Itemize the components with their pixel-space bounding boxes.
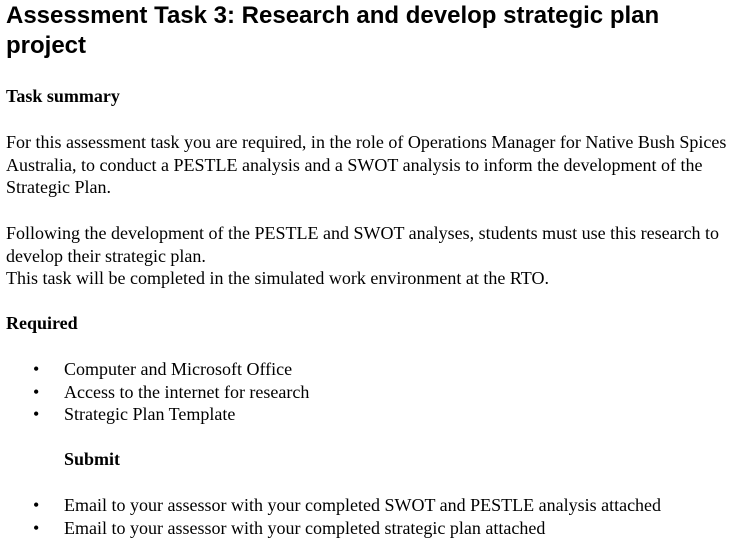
submit-list [6,494,739,539]
task-summary-paragraph: For this assessment task you are required, in the role of Operations Manager for Native Bush Spices Australia, to conduct a PESTLE analysis and a SWOT analysis to inform the development of the Strategic Plan. [6,132,727,197]
list-item-text: Computer and Microsoft Office [64,359,293,379]
document-title: Assessment Task 3: Research and develop strategic plan project [6,2,660,59]
document-page [6,0,739,538]
list-item-text: Email to your assessor with your completed SWOT and PESTLE analysis attached [64,495,662,515]
list-item [6,494,739,517]
list-item [6,403,739,426]
submit-heading: Submit [64,449,121,469]
bullet-icon: • [33,517,40,538]
paragraph-2-line-2: This task will be completed in the simulated work environment at the RTO. [6,268,549,288]
bullet-icon: • [33,359,40,379]
list-item [6,358,739,381]
list-item [6,517,739,539]
bullet-icon: • [33,495,40,515]
required-heading: Required [6,313,78,333]
list-item-text: Email to your assessor with your completed strategic plan attached [64,517,546,538]
list-item-text: Strategic Plan Template [64,404,236,424]
list-item [6,381,739,404]
bullet-icon: • [33,404,40,424]
bullet-icon: • [33,381,40,402]
paragraph-2-line-1: Following the development of the PESTLE and SWOT analyses, students must use this research to develop their strategic plan. [6,223,720,266]
task-summary-heading: Task summary [6,86,120,106]
required-list [6,358,739,426]
list-item-text: Access to the internet for research [64,381,310,402]
task-summary-paragraph-2 [6,222,739,290]
